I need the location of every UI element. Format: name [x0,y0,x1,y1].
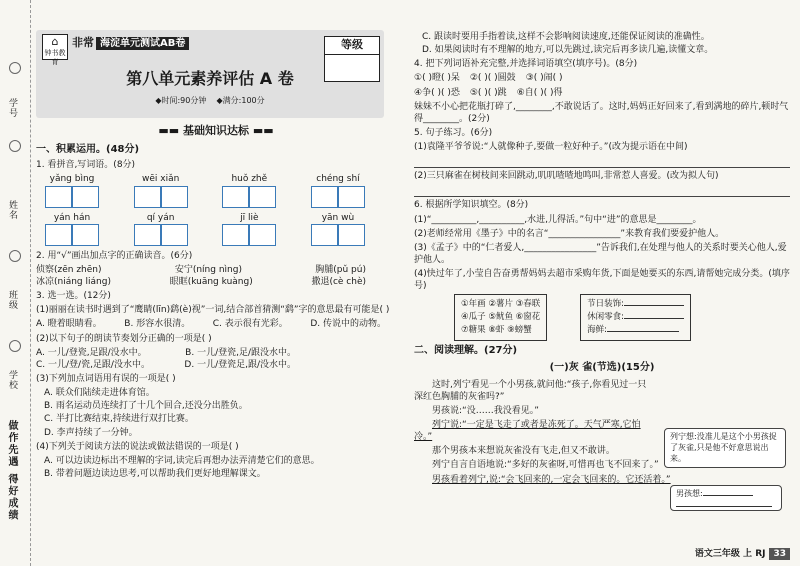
left-column [36,30,396,481]
banner-text: 基础知识达标 [183,124,249,137]
footer-label: 语文三年级 上 RJ [694,549,766,559]
goods-box [454,294,547,340]
pinyin-cell [217,212,281,246]
goods-item: ⑦糖果 [461,324,486,335]
pinyin-text: yān wù [321,212,355,223]
idiom-blank[interactable]: ⑤( )( )跳 [469,87,507,98]
option[interactable]: B. 带着问题边读边思考,可以帮助我们更好地理解课文。 [44,469,266,480]
q3-sub2: (2)以下句子的朗读节奏划分正确的一项是( ) [36,333,212,344]
goods-item: ⑨螃蟹 [507,324,532,335]
bubble-answer-line[interactable] [703,495,753,496]
pinyin-row-2 [40,212,370,246]
thought-bubble-lenin: 列宁想:没准儿是这个小男孩捉了灰雀,只是他不好意思说出来。 [664,428,786,468]
writing-grid[interactable] [40,186,104,208]
q4-label: 4. 把下列词语补充完整,并选择词语填空(填序号)。(8分) [414,59,638,70]
brand [72,36,189,51]
idiom-blank[interactable]: ⑥自( )( )得 [516,87,563,98]
reading-choice[interactable]: 冰凉(niáng liáng) [36,277,111,288]
q2-row-2 [36,276,366,288]
bubble-label: 男孩想: [676,489,703,498]
building-icon: ⌂ [51,35,59,48]
reading-choice[interactable]: 胸脯(pǔ pú) [315,264,366,275]
grade-label: 等级 [325,37,379,55]
goods-item: ⑥窗花 [515,312,541,323]
brand-name: 非常 [72,36,94,49]
page-title: 第八单元素养评估 A 卷 [126,69,294,88]
school-label: 学校 [7,370,17,390]
option[interactable]: D. 传说中的动物。 [310,319,386,330]
student-id-label: 学号 [7,98,17,118]
pinyin-cell [217,173,281,207]
category-answer-line[interactable] [607,331,679,332]
writing-grid[interactable] [306,186,370,208]
q3-sub2-options-b [36,359,296,371]
writing-grid[interactable] [40,224,104,246]
section1-title: 一、积累运用。(48分) [36,143,140,155]
option[interactable]: D. 李声持续了一分钟。 [44,427,138,438]
q6-item-4: (4)快过年了,小莹自告奋勇帮妈妈去超市采购年货,下面是她要买的东西,请帮她完成分类。(填序号) [414,269,790,292]
pinyin-cell [40,212,104,246]
passage-paragraph: 列宁自言自语地说:“多好的灰雀呀,可惜再也飞不回来了。” [432,460,659,471]
page-number: 33 [769,548,790,560]
reading-choice[interactable]: 安宁(níng nìng) [174,264,242,275]
option[interactable]: A. 联众们陆续走进体育馆。 [44,388,155,399]
q2-label: 2. 用“√”画出加点字的正确读音。(6分) [36,250,193,261]
writing-grid[interactable] [217,186,281,208]
right-column [414,30,790,498]
answer-line[interactable] [414,184,790,197]
goods-item: ③春联 [515,299,541,310]
q1-label: 1. 看拼音,写词语。(8分) [36,160,136,171]
q3-sub1: (1)丽丽在读书时遇到了“鹰睛(līn)鹞(è)视”一词,结合部首猜测“鹞”字的意思最有可能是( ) [36,305,390,316]
binding-hole-icon [9,140,21,152]
q3-sub4: (4)下列关于阅读方法的说法或做法错误的一项是( ) [36,441,239,452]
reading-choice[interactable]: 侦察(zēn zhēn) [36,264,102,275]
goods-item: ④瓜子 [461,312,486,323]
option[interactable]: A. 可以边读边标出不理解的字词,读完后再想办法弄清楚它们的意思。 [44,455,320,466]
q4-paragraph: 妹妹不小心把花瓶打碎了,________,不敢说话了。这时,妈妈正好回来了,看到满地的碎片,顿时气得________。(2分) [414,101,789,124]
exam-header [36,30,384,118]
option[interactable]: C. 半打比赛结束,持续进行双打比赛。 [44,414,194,425]
thought-bubble-boy [670,485,782,511]
idiom-blank[interactable]: ③( )闹( ) [525,73,563,84]
binding-motto: 做作先遇 得好成绩 [6,420,17,522]
goods-item: ①年画 [461,299,486,310]
section-banner: ▬▬ 基础知识达标 ▬▬ [158,124,274,137]
full-score: ◆满分:100分 [216,96,265,105]
category-box [580,294,691,340]
pinyin-text: jī liè [240,212,259,223]
q4-row-2 [414,87,790,99]
answer-line[interactable] [414,155,790,168]
idiom-blank[interactable]: ④争( )( )恐 [414,87,460,98]
passage-paragraph: 男孩看着列宁,说:“会飞回来的,一定会飞回来的。它还活着。” [432,474,671,485]
option[interactable]: C. 表示很有光彩。 [212,319,288,330]
pinyin-cell [306,212,370,246]
writing-grid[interactable] [217,224,281,246]
exam-meta [36,96,384,107]
idiom-blank[interactable]: ②( )( )圆鼓 [469,73,516,84]
category-label: 休闲零食: [587,312,625,323]
name-label: 姓名 [7,200,17,220]
q6-item-1: (1)“__________,__________,水进,儿得活。”句中“进”的意思是________。 [414,214,702,225]
reading-title: (一)灰 雀(节选)(15分) [549,362,655,374]
classification-area [454,294,790,340]
class-label: 班级 [7,290,17,310]
pinyin-text: yǎng bìng [49,174,95,185]
q6-label: 6. 根据所学知识填空。(8分) [414,200,529,211]
brand-subtitle: 海淀单元测试AB卷 [96,37,189,50]
q6-item-2: (2)老师经常用《墨子》中的名言“________________”来教育我们要爱护他人。 [414,228,725,239]
pinyin-cell [40,173,104,207]
pinyin-cell [129,173,193,207]
pinyin-text: qí yán [146,212,175,223]
binding-hole-icon [9,62,21,74]
goods-item: ⑤鱿鱼 [488,312,513,323]
goods-item: ②薯片 [488,299,513,310]
page-footer [695,546,790,560]
binding-strip [0,0,31,566]
option[interactable]: D. 一儿/登瓷足,跟/没水中。 [184,359,296,370]
reading-passage [414,379,654,458]
pinyin-text: chéng shí [316,174,360,185]
pinyin-row-1 [40,173,370,207]
passage-paragraph: 这时,列宁看见一个小男孩,就问他:“孩子,你看见过一只深红色胸脯的灰雀吗?” [414,379,647,402]
passage-paragraph: 男孩说:“没……我没看见。” [432,405,539,416]
option[interactable]: D. 如果阅读时有不理解的地方,可以先跳过,读完后再多读几遍,读懂文章。 [422,45,714,56]
category-label: 节日装饰: [587,299,625,310]
q3-sub3: (3)下列加点词语用有误的一项是( ) [36,374,176,385]
time-limit: ◆时间:90分钟 [155,96,207,105]
q2-row-1 [36,264,366,276]
pinyin-cell [306,173,370,207]
q3-sub2-options-a [36,347,296,359]
logo-text: 钟书教育 [44,49,66,67]
q3-sub1-options [36,318,386,330]
category-answer-line[interactable] [624,305,684,306]
logo [42,34,68,67]
option[interactable]: B. 雨名运动员连续打了十几个回合,还没分出胜负。 [44,401,248,412]
pinyin-cell [129,212,193,246]
option[interactable]: B. 一儿/登瓷,足/跟没水中。 [185,347,296,358]
idiom-blank[interactable]: ①( )瞪( )呆 [414,73,460,84]
option[interactable]: A. 瞪着眼睛看。 [36,319,102,330]
q5-sentence-1: (1)袁隆平爷爷说:“人就像种子,要做一粒好种子。”(改为提示语在中间) [414,142,688,153]
binding-hole-icon [9,340,21,352]
q5-label: 5. 句子练习。(6分) [414,127,493,138]
pinyin-text: huǒ zhě [231,174,268,185]
option[interactable]: A. 一儿/登瓷,足跟/没水中。 [36,347,147,358]
q5-sentence-2: (2)三只麻雀在树枝间来回跳动,叽叽喳喳地鸣叫,非常惹人喜爱。(改为拟人句) [414,171,719,182]
bubble-answer-line[interactable] [676,506,772,507]
writing-grid[interactable] [306,224,370,246]
category-answer-line[interactable] [624,318,684,319]
pinyin-text: yán hán [53,212,91,223]
writing-grid[interactable] [129,224,193,246]
q6-item-3: (3)《孟子》中的“仁者爱人,________________”告诉我们,在处理与他人的关系时要关心他人,爱护他人。 [414,242,787,265]
passage-paragraph: 那个男孩本来想说灰雀没有飞走,但又不敢讲。 [432,446,615,457]
writing-grid[interactable] [129,186,193,208]
option[interactable]: C. 跟读时要用手指着读,这样不会影响阅读速度,还能保证阅读的准确性。 [422,32,710,42]
pinyin-text: wēi xiǎn [142,174,180,185]
q4-row-1 [414,72,790,84]
reading-choice[interactable]: 眼眶(kuāng kuàng) [169,277,253,288]
reading-choice[interactable]: 撒退(cè chè) [311,277,366,288]
section2-title: 二、阅读理解。(27分) [414,344,518,356]
q3-label: 3. 选一选。(12分) [36,291,111,302]
category-label: 海鲜: [587,324,608,335]
passage-paragraph: 列宁说:“一定是飞走了或者是冻死了。天气严寒,它怕冷。” [414,420,641,443]
option[interactable]: C. 一儿/登/瓷,足跟/没水中。 [36,359,150,370]
binding-hole-icon [9,250,21,262]
goods-item: ⑧虾 [488,324,505,335]
option[interactable]: B. 形容水很清。 [124,319,191,330]
